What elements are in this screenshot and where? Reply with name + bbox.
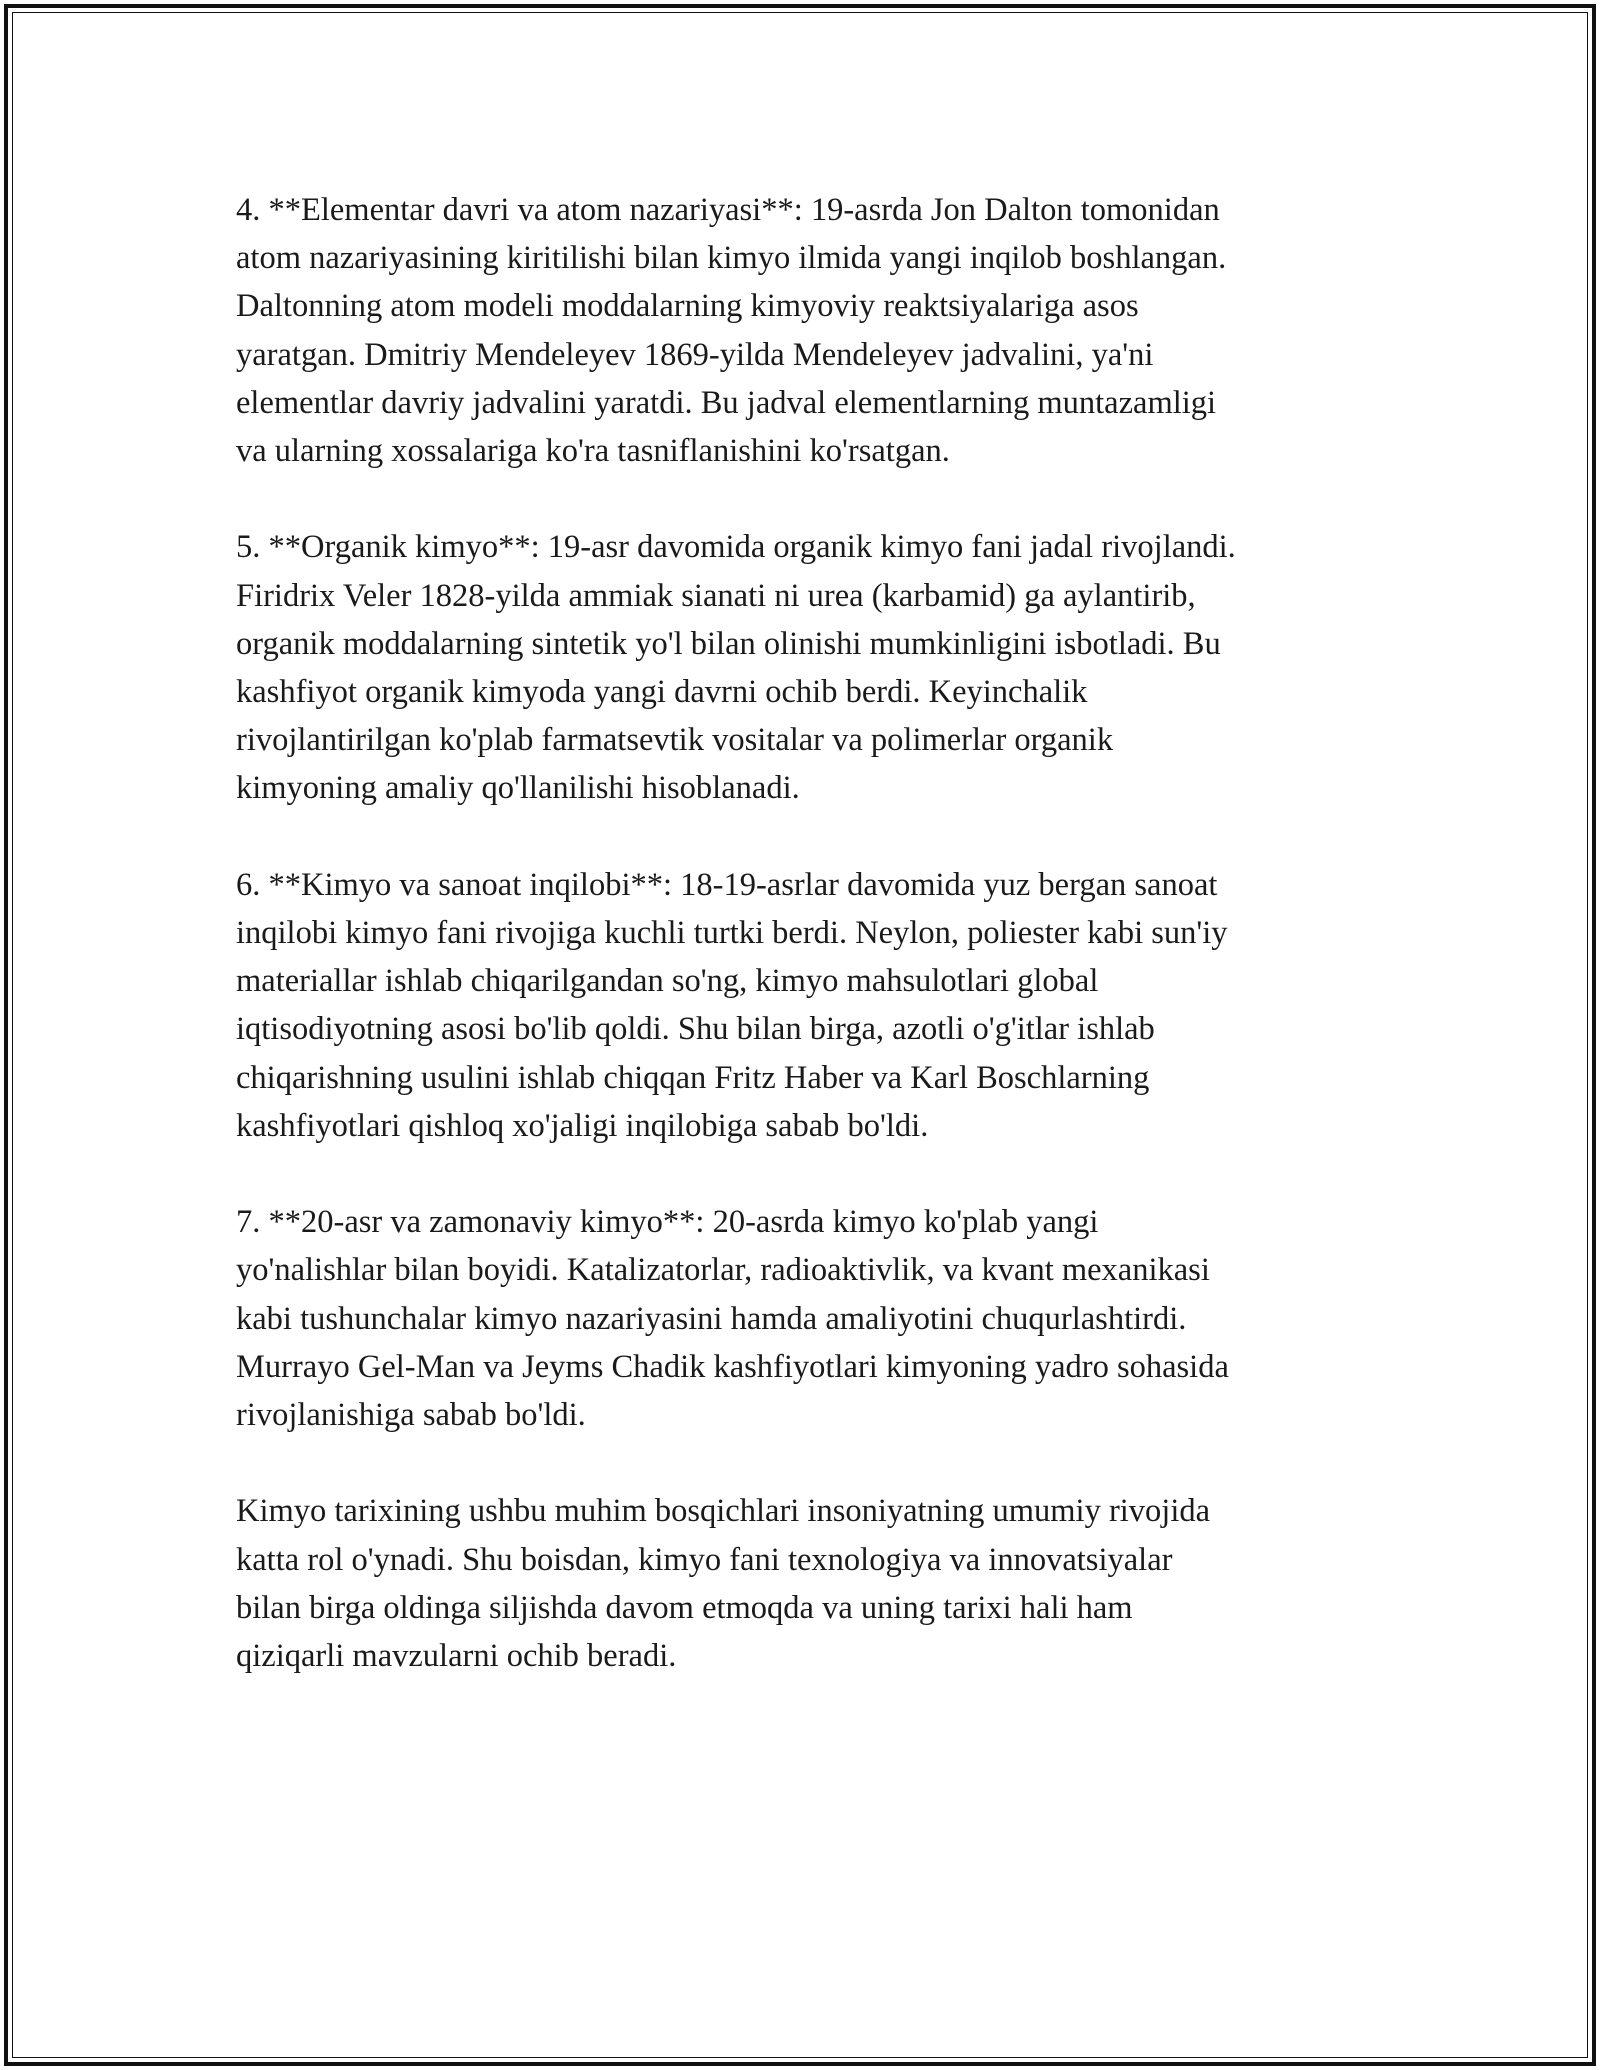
text-line: rivojlanishiga sabab bo'ldi. [236,1397,586,1434]
text-line: yo'nalishlar bilan boyidi. Katalizatorlar, radioaktivlik, va kvant mexanikasi [236,1252,1210,1289]
paragraph-conclusion [236,1487,1386,1680]
text-line: kashfiyot organik kimyoda yangi davrni ochib berdi. Keyinchalik [236,674,1088,711]
text-line: materiallar ishlab chiqarilgandan so'ng, kimyo mahsulotlari global [236,963,1099,1000]
text-line: bilan birga oldinga siljishda davom etmoqda va uning tarixi hali ham [236,1589,1133,1626]
text-line: Kimyo tarixining ushbu muhim bosqichlari insoniyatning umumiy rivojida [236,1493,1211,1530]
text-line: 5. **Organik kimyo**: 19-asr davomida organik kimyo fani jadal rivojlandi. [236,529,1236,566]
text-line: qiziqarli mavzularni ochib beradi. [236,1638,677,1675]
text-line: rivojlantirilgan ko'plab farmatsevtik vositalar va polimerlar organik [236,722,1114,759]
text-line: va ularning xossalariga ko'ra tasniflanishini ko'rsatgan. [236,433,950,470]
text-line: Firidrix Veler 1828-yilda ammiak sianati ni urea (karbamid) ga aylantirib, [236,577,1196,614]
text-line: inqilobi kimyo fani rivojiga kuchli turtki berdi. Neylon, poliester kabi sun'iy [236,915,1228,952]
text-line: yaratgan. Dmitriy Mendeleyev 1869-yilda Mendeleyev jadvalini, ya'ni [236,336,1154,373]
text-line: kashfiyotlari qishloq xo'jaligi inqilobiga sabab bo'ldi. [236,1107,929,1144]
text-line: organik moddalarning sintetik yo'l bilan olinishi mumkinligini isbotladi. Bu [236,625,1221,662]
paragraph-4-elementar-davri [236,186,1386,475]
text-line: Murrayo Gel-Man va Jeyms Chadik kashfiyotlari kimyoning yadro sohasida [236,1348,1229,1385]
text-line: katta rol o'ynadi. Shu boisdan, kimyo fani texnologiya va innovatsiyalar [236,1541,1173,1578]
document-body [236,186,1386,1728]
text-line: atom nazariyasining kiritilishi bilan kimyo ilmida yangi inqilob boshlangan. [236,240,1227,277]
text-line: kabi tushunchalar kimyo nazariyasini hamda amaliyotini chuqurlashtirdi. [236,1300,1187,1337]
paragraph-5-organik-kimyo [236,523,1386,812]
text-line: 6. **Kimyo va sanoat inqilobi**: 18-19-asrlar davomida yuz bergan sanoat [236,866,1218,903]
text-line: 7. **20-asr va zamonaviy kimyo**: 20-asrda kimyo ko'plab yangi [236,1204,1099,1241]
text-line: 4. **Elementar davri va atom nazariyasi**: 19-asrda Jon Dalton tomonidan [236,192,1220,228]
paragraph-7-zamonaviy-kimyo [236,1198,1386,1439]
paragraph-6-sanoat-inqilobi [236,861,1386,1150]
text-line: kimyoning amaliy qo'llanilishi hisoblanadi. [236,770,800,807]
text-line: chiqarishning usulini ishlab chiqqan Fritz Haber va Karl Boschlarning [236,1059,1150,1096]
text-line: elementlar davriy jadvalini yaratdi. Bu jadval elementlarning muntazamligi [236,384,1217,421]
text-line: Daltonning atom modeli moddalarning kimyoviy reaktsiyalariga asos [236,288,1139,325]
text-line: iqtisodiyotning asosi bo'lib qoldi. Shu bilan birga, azotli o'g'itlar ishlab [236,1011,1155,1048]
